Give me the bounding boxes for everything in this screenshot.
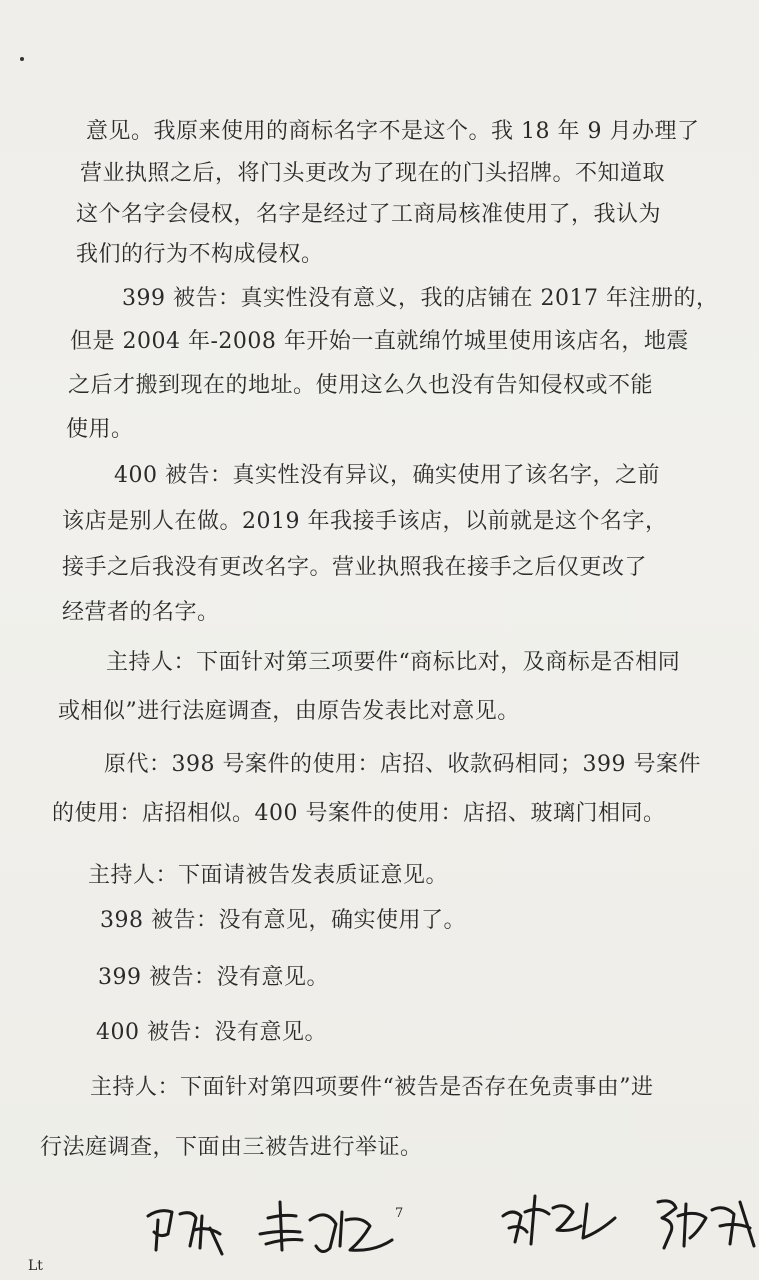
signature-2 [250,1190,400,1270]
text-line-8: 使用。 [66,417,134,442]
text-line-5: 399 被告：真实性没有意义，我的店铺在 2017 年注册的， [122,286,719,311]
text-line-17: 主持人：下面请被告发表质证意见。 [88,863,449,888]
text-line-3: 这个名字会侵权，名字是经过了工商局核准使用了，我认为 [76,202,662,227]
page-number: 7 [395,1206,404,1221]
text-line-20: 400 被告：没有意见。 [96,1020,327,1045]
text-line-18: 398 被告：没有意见，确实使用了。 [100,908,466,933]
text-line-12: 经营者的名字。 [62,600,220,625]
signature-4 [650,1188,759,1258]
text-line-11: 接手之后我没有更改名字。营业执照我在接手之后仅更改了 [62,555,648,580]
text-line-22: 行法庭调查，下面由三被告进行举证。 [40,1135,423,1160]
text-line-2: 营业执照之后，将门头更改为了现在的门头招牌。不知道取 [80,161,666,186]
text-line-1: 意见。我原来使用的商标名字不是这个。我 18 年 9 月办理了 [86,119,700,144]
text-line-10: 该店是别人在做。2019 年我接手该店，以前就是这个名字， [62,509,668,534]
text-line-15: 原代：398 号案件的使用：店招、收款码相同；399 号案件 [104,752,701,777]
corner-mark: Lt [28,1258,43,1274]
text-line-14: 或相似”进行法庭调查，由原告发表比对意见。 [58,699,520,724]
text-line-4: 我们的行为不构成侵权。 [76,242,324,267]
text-line-7: 之后才搬到现在的地址。使用这么久也没有告知侵权或不能 [68,373,654,398]
text-line-16: 的使用：店招相似。400 号案件的使用：店招、玻璃门相同。 [52,801,666,826]
text-line-9: 400 被告：真实性没有异议，确实使用了该名字，之前 [114,463,660,488]
text-line-21: 主持人：下面针对第四项要件“被告是否存在免责事由”进 [90,1075,654,1100]
signature-3 [495,1186,625,1256]
text-line-13: 主持人：下面针对第三项要件“商标比对，及商标是否相同 [106,650,681,675]
signature-1 [140,1198,230,1268]
speck-mark [20,57,24,61]
text-line-19: 399 被告：没有意见。 [98,965,329,990]
text-line-6: 但是 2004 年-2008 年开始一直就绵竹城里使用该店名，地震 [70,329,689,354]
